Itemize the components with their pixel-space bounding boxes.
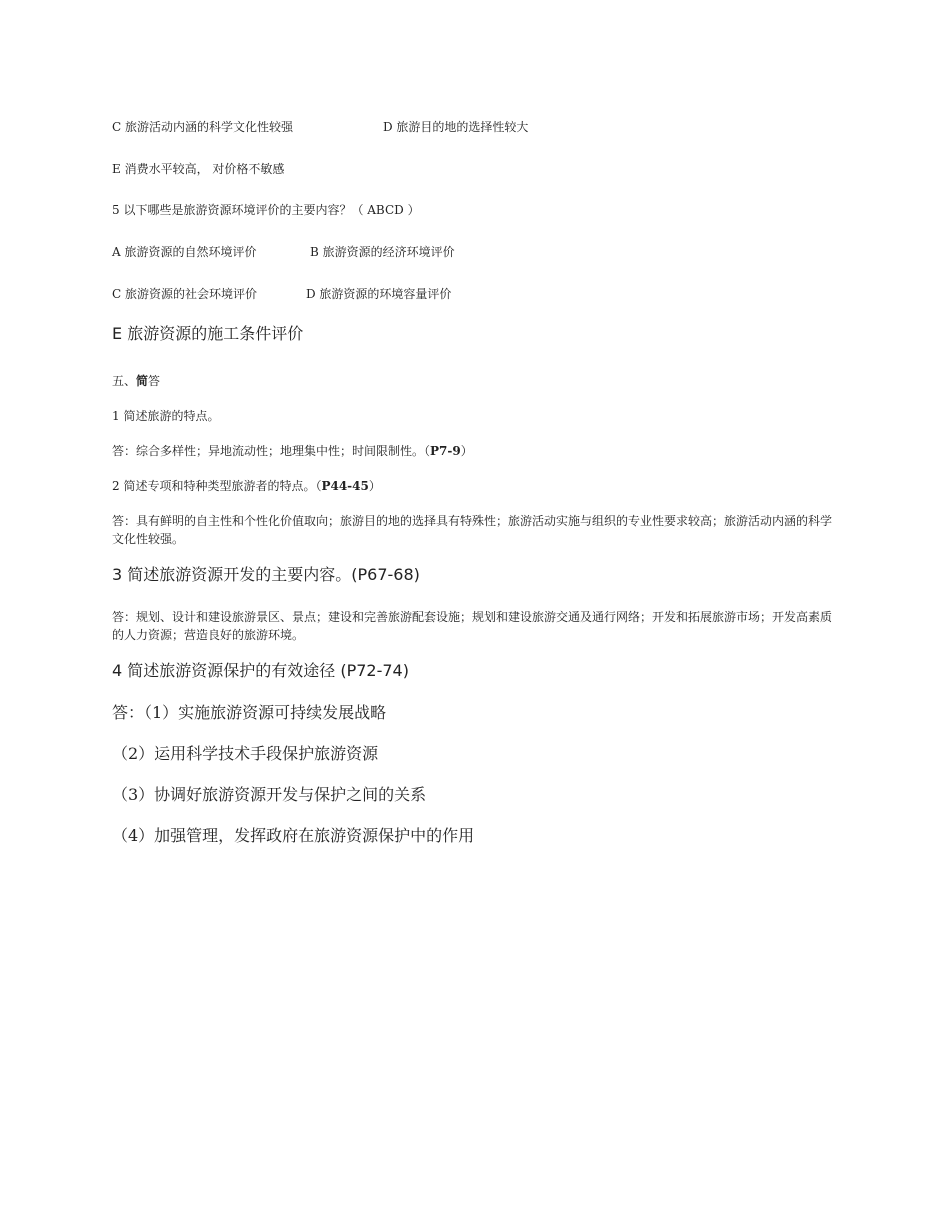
short-answer-3: 答：规划、设计和建设旅游景区、景点；建设和完善旅游配套设施；规划和建设旅游交通及通行网络；开发和拓展旅游市场；开发高素质的人力资源；营造良好的旅游环境。 [112, 610, 833, 642]
short-question-2-ref: P44-45 [321, 479, 369, 493]
option-c: C 旅游活动内涵的科学文化性较强 [112, 120, 293, 134]
short-answer-4-line-3: （3）协调好旅游资源开发与保护之间的关系 [112, 785, 427, 804]
short-question-4: 4 简述旅游资源保护的有效途径 (P72-74) [112, 661, 409, 680]
section-heading-bold: 简 [136, 374, 149, 388]
short-question-2-text: 2 简述专项和特种类型旅游者的特点。（ [112, 479, 322, 493]
short-answer-2: 答：具有鲜明的自主性和个性化价值取向；旅游目的地的选择具有特殊性；旅游活动实施与组织的专业性要求较高；旅游活动内涵的科学文化性较强。 [112, 514, 833, 546]
short-question-2 [112, 478, 381, 494]
short-question-1: 1 简述旅游的特点。 [112, 409, 220, 423]
short-question-3: 3 简述旅游资源开发的主要内容。(P67-68) [112, 565, 420, 584]
option-d: D 旅游目的地的选择性较大 [383, 120, 529, 134]
short-answer-1 [112, 443, 473, 459]
option-e: E 消费水平较高， 对价格不敏感 [112, 162, 285, 176]
q5-option-b: B 旅游资源的经济环境评价 [310, 245, 455, 259]
q5-option-e: E 旅游资源的施工条件评价 [112, 324, 304, 343]
section-heading-prefix: 五、 [112, 374, 137, 388]
q5-option-a: A 旅游资源的自然环境评价 [112, 245, 257, 259]
short-answer-4-line-1: 答：（1）实施旅游资源可持续发展战略 [112, 703, 387, 722]
q5-option-c: C 旅游资源的社会环境评价 [112, 287, 257, 301]
short-answer-4-line-4: （4）加强管理，发挥政府在旅游资源保护中的作用 [112, 826, 475, 845]
q5-option-d: D 旅游资源的环境容量评价 [306, 287, 452, 301]
short-answer-1-text: 答：综合多样性；异地流动性；地理集中性；时间限制性。（ [112, 444, 431, 458]
short-answer-1-close: ） [460, 444, 473, 458]
question-5-stem: 5 以下哪些是旅游资源环境评价的主要内容？（ ABCD ） [112, 203, 420, 217]
short-question-2-close: ） [368, 479, 381, 493]
section-heading-suffix: 答 [148, 374, 161, 388]
short-answer-1-ref: P7-9 [430, 444, 461, 458]
short-answer-4-line-2: （2）运用科学技术手段保护旅游资源 [112, 744, 379, 763]
section-heading [112, 373, 160, 389]
